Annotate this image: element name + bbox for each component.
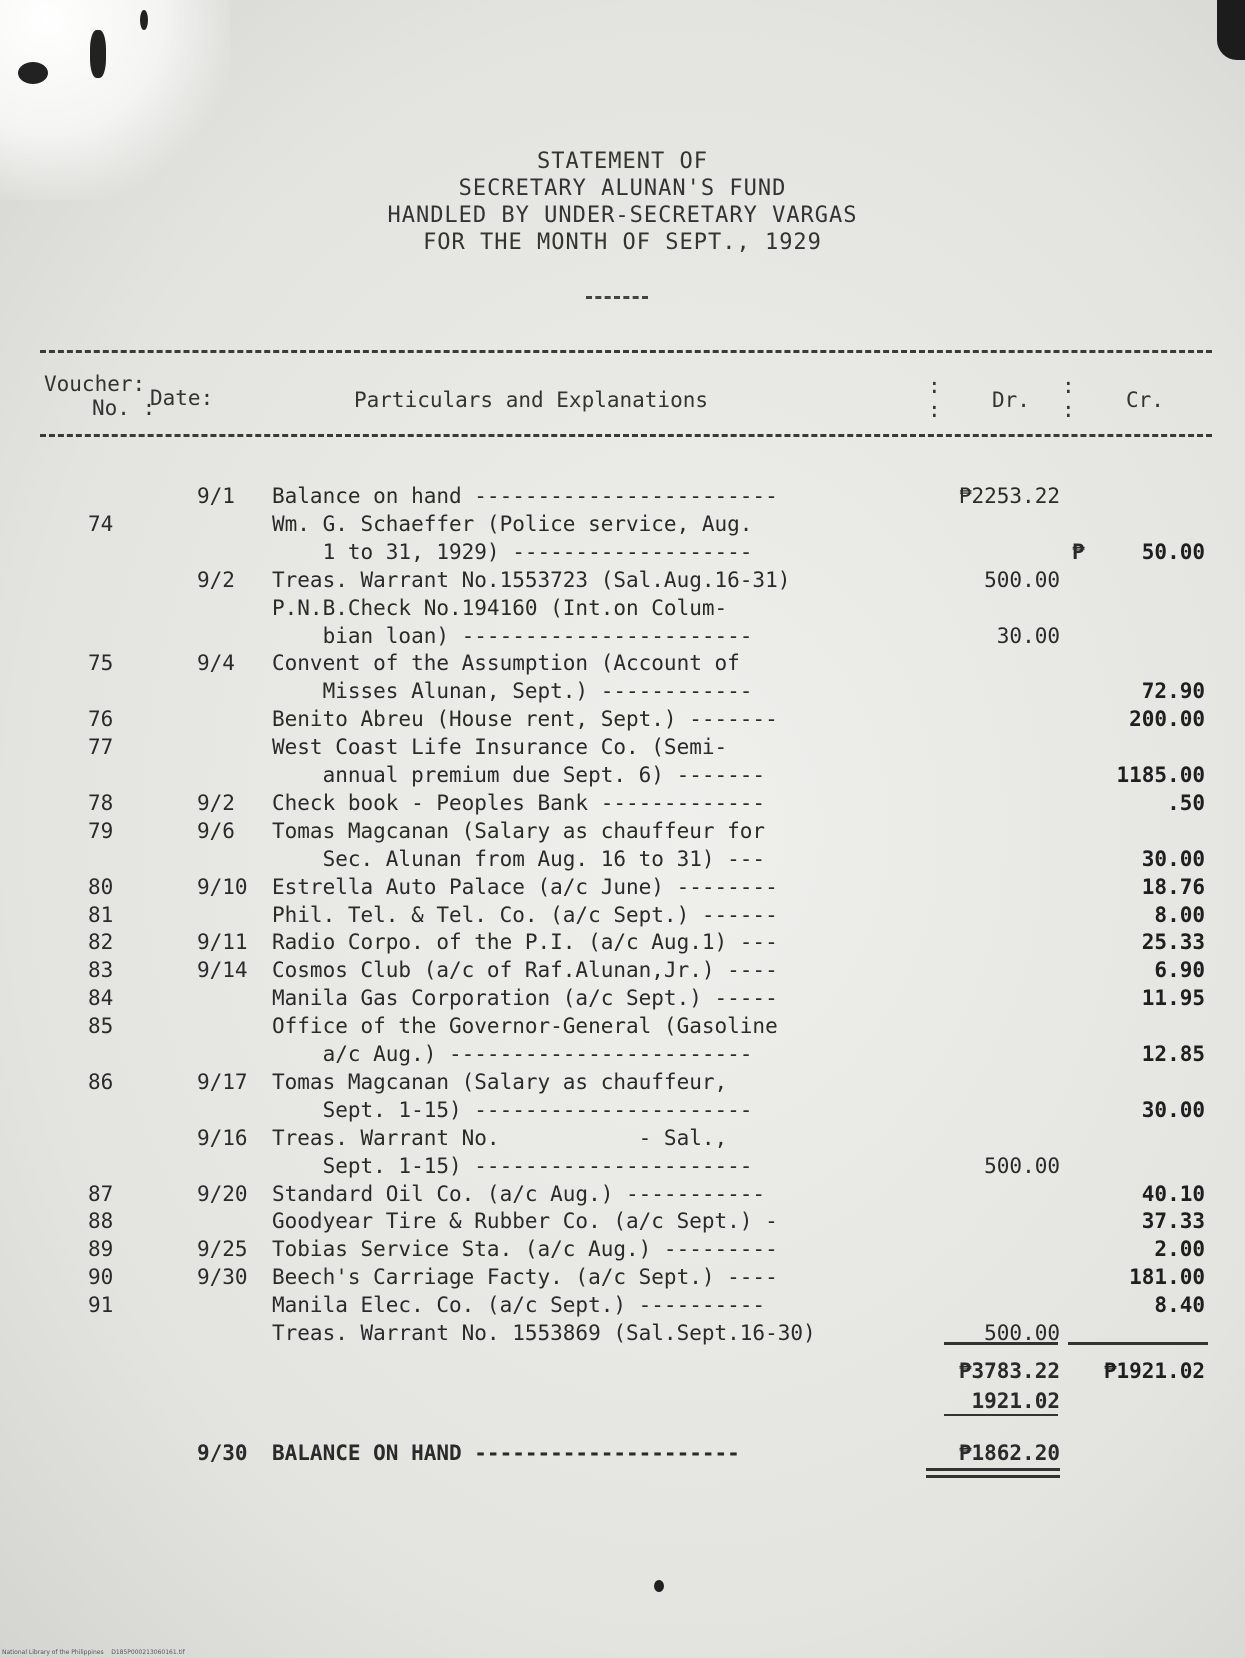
table-row <box>0 1181 1245 1208</box>
table-row <box>0 511 1245 538</box>
balance-double-underline-1 <box>926 1468 1060 1471</box>
particulars: Cosmos Club (a/c of Raf.Alunan,Jr.) ---- <box>272 958 778 982</box>
table-row <box>0 1320 1245 1347</box>
table-row <box>0 1208 1245 1235</box>
totals-row <box>0 1358 1245 1385</box>
table-row <box>0 483 1245 510</box>
particulars: Goodyear Tire & Rubber Co. (a/c Sept.) - <box>272 1209 778 1233</box>
particulars: Treas. Warrant No. - Sal., <box>272 1126 728 1150</box>
header-dr: Dr. <box>992 388 1030 412</box>
table-row <box>0 1236 1245 1263</box>
credit-amount: 72.90 <box>1141 679 1205 703</box>
particulars: Treas. Warrant No. 1553869 (Sal.Sept.16-30) <box>272 1321 816 1345</box>
table-row <box>0 1153 1245 1180</box>
table-row <box>0 734 1245 761</box>
table-row <box>0 1264 1245 1291</box>
particulars: Sept. 1-15) ---------------------- <box>272 1098 753 1122</box>
entry-date: 9/10 <box>197 875 248 899</box>
table-row <box>0 929 1245 956</box>
voucher-number: 85 <box>88 1014 114 1038</box>
particulars: Sept. 1-15) ---------------------- <box>272 1154 753 1178</box>
balance-row <box>0 1440 1245 1467</box>
credit-amount: 40.10 <box>1141 1182 1205 1206</box>
dr-less-credits: 1921.02 <box>971 1389 1060 1413</box>
title-line-3: HANDLED BY UNDER-SECRETARY VARGAS <box>387 203 858 228</box>
entry-date: 9/25 <box>197 1237 248 1261</box>
title-line-4: FOR THE MONTH OF SEPT., 1929 <box>423 230 822 255</box>
header-voucher: Voucher: <box>44 372 146 396</box>
credit-amount: 1185.00 <box>1116 763 1205 787</box>
table-row <box>0 874 1245 901</box>
credit-amount: .50 <box>1167 791 1205 815</box>
particulars: Wm. G. Schaeffer (Police service, Aug. <box>272 512 753 536</box>
credit-amount: 11.95 <box>1141 986 1205 1010</box>
voucher-number: 86 <box>88 1070 114 1094</box>
voucher-number: 83 <box>88 958 114 982</box>
scan-footer: National Library of the Philippines D185P000213060161.tif <box>2 1649 185 1656</box>
table-row <box>0 623 1245 650</box>
particulars: Check book - Peoples Bank ------------- <box>272 791 766 815</box>
total-rule-dr <box>944 1342 1058 1345</box>
table-row <box>0 539 1245 566</box>
dr-total: ₱3783.22 <box>958 1359 1060 1383</box>
header-colon-2: : : <box>1062 374 1075 422</box>
scan-edge <box>1217 0 1245 60</box>
ink-smudge <box>140 10 148 30</box>
balance-amount: ₱1862.20 <box>958 1441 1060 1465</box>
table-row <box>0 846 1245 873</box>
entry-date: 9/1 <box>197 484 235 508</box>
table-row <box>0 985 1245 1012</box>
credit-amount: 12.85 <box>1141 1042 1205 1066</box>
table-row <box>0 902 1245 929</box>
entry-date: 9/4 <box>197 651 235 675</box>
total-rule-cr <box>1068 1342 1208 1345</box>
voucher-number: 78 <box>88 791 114 815</box>
credit-amount: 30.00 <box>1141 847 1205 871</box>
less-underline <box>944 1414 1058 1416</box>
credit-amount: 2.00 <box>1154 1237 1205 1261</box>
debit-amount: 500.00 <box>984 1154 1060 1178</box>
entry-date: 9/2 <box>197 791 235 815</box>
particulars: Office of the Governor-General (Gasoline <box>272 1014 778 1038</box>
peso-sign: ₱ <box>1072 540 1085 564</box>
credit-amount: 200.00 <box>1129 707 1205 731</box>
particulars: Convent of the Assumption (Account of <box>272 651 740 675</box>
table-row <box>0 678 1245 705</box>
voucher-number: 75 <box>88 651 114 675</box>
entry-date: 9/30 <box>197 1265 248 1289</box>
voucher-number: 82 <box>88 930 114 954</box>
table-row <box>0 1041 1245 1068</box>
particulars: Phil. Tel. & Tel. Co. (a/c Sept.) ------ <box>272 903 778 927</box>
particulars: Tomas Magcanan (Salary as chauffeur for <box>272 819 766 843</box>
voucher-number: 76 <box>88 707 114 731</box>
credit-amount: 8.00 <box>1154 903 1205 927</box>
debit-amount: 30.00 <box>996 624 1060 648</box>
voucher-number: 74 <box>88 512 114 536</box>
voucher-number: 79 <box>88 819 114 843</box>
particulars: Beech's Carriage Facty. (a/c Sept.) ---- <box>272 1265 778 1289</box>
table-row <box>0 567 1245 594</box>
header-particulars: Particulars and Explanations <box>354 388 709 412</box>
entry-date: 9/17 <box>197 1070 248 1094</box>
particulars: Balance on hand ------------------------ <box>272 484 778 508</box>
voucher-number: 81 <box>88 903 114 927</box>
particulars: annual premium due Sept. 6) ------- <box>272 763 766 787</box>
less-row <box>0 1388 1245 1415</box>
voucher-number: 88 <box>88 1209 114 1233</box>
table-row <box>0 650 1245 677</box>
table-row <box>0 790 1245 817</box>
particulars: Misses Alunan, Sept.) ------------ <box>272 679 753 703</box>
particulars: Tomas Magcanan (Salary as chauffeur, <box>272 1070 728 1094</box>
particulars: Standard Oil Co. (a/c Aug.) ----------- <box>272 1182 766 1206</box>
particulars: P.N.B.Check No.194160 (Int.on Colum- <box>272 596 728 620</box>
voucher-number: 84 <box>88 986 114 1010</box>
table-row <box>0 1069 1245 1096</box>
cr-total: ₱1921.02 <box>1103 1359 1205 1383</box>
table-row <box>0 1125 1245 1152</box>
table-row <box>0 957 1245 984</box>
voucher-number: 90 <box>88 1265 114 1289</box>
debit-amount: 500.00 <box>984 568 1060 592</box>
title-separator <box>586 296 648 299</box>
header-top-rule <box>40 350 1212 353</box>
header-voucher-no: No. : <box>92 396 156 420</box>
particulars: 1 to 31, 1929) ------------------- <box>272 540 753 564</box>
title-line-2: SECRETARY ALUNAN'S FUND <box>458 176 787 201</box>
entry-date: 9/11 <box>197 930 248 954</box>
table-row <box>0 1292 1245 1319</box>
balance-double-underline-2 <box>926 1475 1060 1478</box>
table-row <box>0 762 1245 789</box>
voucher-number: 89 <box>88 1237 114 1261</box>
header-bottom-rule <box>40 434 1212 437</box>
particulars: Estrella Auto Palace (a/c June) -------- <box>272 875 778 899</box>
credit-amount: 50.00 <box>1141 540 1205 564</box>
voucher-number: 91 <box>88 1293 114 1317</box>
particulars: Treas. Warrant No.1553723 (Sal.Aug.16-31) <box>272 568 791 592</box>
particulars: Benito Abreu (House rent, Sept.) ------- <box>272 707 778 731</box>
particulars: Radio Corpo. of the P.I. (a/c Aug.1) --- <box>272 930 778 954</box>
document-title <box>0 148 1245 256</box>
credit-amount: 18.76 <box>1141 875 1205 899</box>
table-row <box>0 706 1245 733</box>
credit-amount: 181.00 <box>1129 1265 1205 1289</box>
credit-amount: 25.33 <box>1141 930 1205 954</box>
ink-smudge <box>18 62 48 84</box>
credit-amount: 8.40 <box>1154 1293 1205 1317</box>
particulars: Manila Elec. Co. (a/c Sept.) ---------- <box>272 1293 766 1317</box>
title-line-1: STATEMENT OF <box>537 149 708 174</box>
particulars: a/c Aug.) ------------------------ <box>272 1042 753 1066</box>
credit-amount: 30.00 <box>1141 1098 1205 1122</box>
balance-date: 9/30 <box>197 1441 248 1465</box>
balance-label: BALANCE ON HAND --------------------- <box>272 1441 740 1465</box>
entry-date: 9/20 <box>197 1182 248 1206</box>
header-date: Date: <box>150 386 214 410</box>
particulars: Sec. Alunan from Aug. 16 to 31) --- <box>272 847 766 871</box>
particulars: bian loan) ----------------------- <box>272 624 753 648</box>
entry-date: 9/14 <box>197 958 248 982</box>
voucher-number: 77 <box>88 735 114 759</box>
debit-amount: ₱2253.22 <box>958 484 1060 508</box>
credit-amount: 37.33 <box>1141 1209 1205 1233</box>
entry-date: 9/2 <box>197 568 235 592</box>
table-row <box>0 818 1245 845</box>
header-cr: Cr. <box>1126 388 1164 412</box>
table-row <box>0 1097 1245 1124</box>
voucher-number: 80 <box>88 875 114 899</box>
table-row <box>0 1013 1245 1040</box>
entry-date: 9/16 <box>197 1126 248 1150</box>
entry-date: 9/6 <box>197 819 235 843</box>
table-row <box>0 595 1245 622</box>
ink-smudge <box>90 30 106 78</box>
header-colon-1: : : <box>928 374 941 422</box>
voucher-number: 87 <box>88 1182 114 1206</box>
credit-amount: 6.90 <box>1154 958 1205 982</box>
particulars: Manila Gas Corporation (a/c Sept.) ----- <box>272 986 778 1010</box>
particulars: West Coast Life Insurance Co. (Semi- <box>272 735 728 759</box>
particulars: Tobias Service Sta. (a/c Aug.) --------- <box>272 1237 778 1261</box>
ink-dot <box>654 1580 664 1592</box>
debit-amount: 500.00 <box>984 1321 1060 1345</box>
